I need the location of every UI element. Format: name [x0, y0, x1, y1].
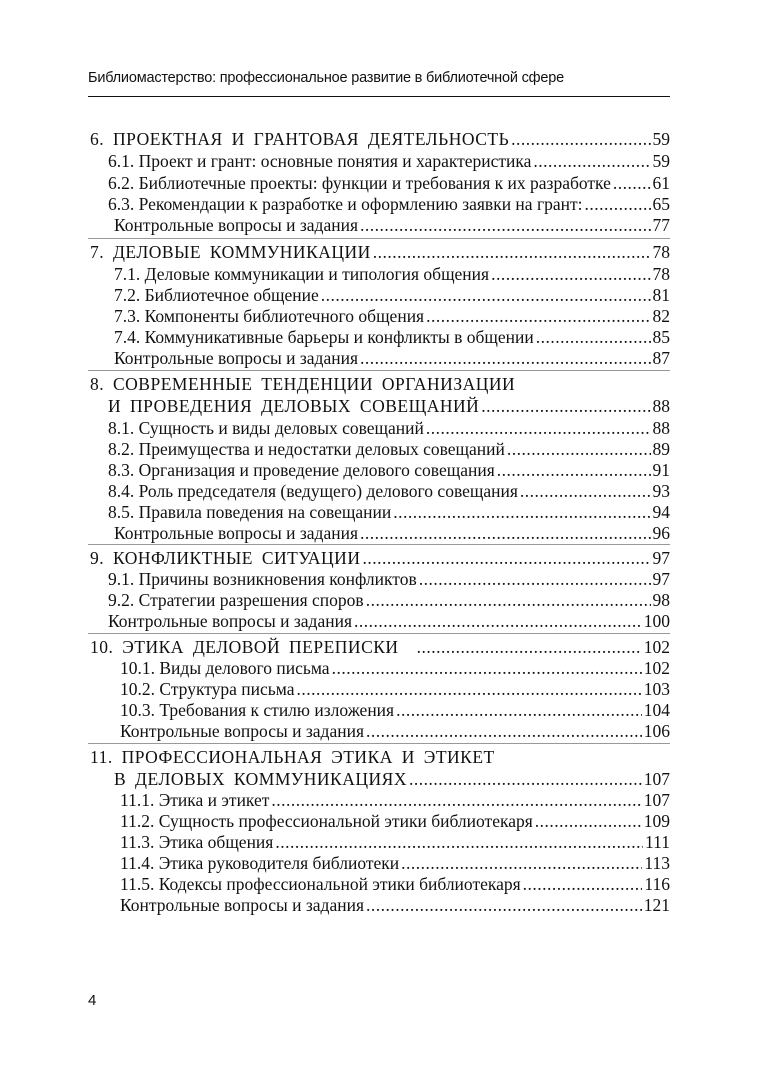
toc-chapter-9: 9. КОНФЛИКТНЫЕ СИТУАЦИИ ..... 97: [90, 547, 670, 569]
leader-dots: [366, 894, 642, 916]
toc-item: Контрольные вопросы и задания ..... 77: [114, 214, 670, 236]
toc-item: 7.2. Библиотечное общение ..... 81: [114, 284, 670, 306]
leader-dots: [401, 852, 642, 874]
leader-dots: [426, 305, 650, 327]
toc-item: 7.4. Коммуникативные барьеры и конфликты в общении ..... 85: [114, 326, 670, 348]
leader-dots: [511, 128, 650, 150]
toc-item: 8.4. Роль председателя (ведущего) делового совещания ..... 93: [108, 480, 670, 502]
leader-dots: [354, 610, 642, 632]
toc-chapter-6: 6. ПРОЕКТНАЯ И ГРАНТОВАЯ ДЕЯТЕЛЬНОСТЬ ..... 59: [90, 128, 670, 150]
running-header: Библиомастерство: профессиональное развитие в библиотечной сфере: [88, 70, 564, 86]
leader-dots: [321, 284, 651, 306]
section-divider: [88, 238, 670, 239]
leader-dots: [523, 873, 643, 895]
section-divider: [88, 370, 670, 371]
leader-dots: [520, 480, 651, 502]
toc-item: 6.1. Проект и грант: основные понятия и характеристика ..... 59: [108, 150, 670, 172]
toc-item: 11.3. Этика общения ..... 111: [120, 831, 670, 853]
toc-item: 11.5. Кодексы профессиональной этики библиотекаря ..... 116: [120, 873, 670, 895]
leader-dots: [507, 438, 651, 460]
toc-chapter-11: В ДЕЛОВЫХ КОММУНИКАЦИЯХ ..... 107: [114, 768, 670, 790]
leader-dots: [366, 589, 651, 611]
toc-item: 11.2. Сущность профессиональной этики библиотекаря ..... 109: [120, 810, 670, 832]
leader-dots: [332, 657, 642, 679]
toc-chapter-7: 7. ДЕЛОВЫЕ КОММУНИКАЦИИ ..... 78: [90, 241, 670, 263]
leader-dots: [296, 678, 641, 700]
leader-dots: [491, 263, 650, 285]
page-number: 4: [88, 992, 97, 1009]
leader-dots: [497, 459, 651, 481]
toc-item: 8.5. Правила поведения на совещании ..... 94: [108, 501, 670, 523]
leader-dots: [426, 417, 651, 439]
leader-dots: [360, 214, 651, 236]
leader-dots: [373, 241, 651, 263]
leader-dots: [275, 831, 643, 853]
leader-dots: [536, 326, 651, 348]
toc-item: Контрольные вопросы и задания ..... 87: [114, 347, 670, 369]
leader-dots: [535, 810, 642, 832]
toc-chapter-11-title: 11. ПРОФЕССИОНАЛЬНАЯ ЭТИКА И ЭТИКЕТ: [90, 747, 495, 767]
leader-dots: [393, 501, 650, 523]
toc-item: 6.2. Библиотечные проекты: функции и требования к их разработке ..... 61: [108, 172, 670, 194]
toc-chapter-8-title: 8. СОВРЕМЕННЫЕ ТЕНДЕНЦИИ ОРГАНИЗАЦИИ: [90, 374, 516, 394]
leader-dots: [360, 522, 651, 544]
toc-item: 11.4. Этика руководителя библиотеки ..... 113: [120, 852, 670, 874]
leader-dots: [533, 150, 650, 172]
toc-item: Контрольные вопросы и задания ..... 121: [120, 894, 670, 916]
leader-dots: [417, 636, 642, 658]
toc-item: 7.3. Компоненты библиотечного общения ..... 82: [114, 305, 670, 327]
leader-dots: [613, 172, 651, 194]
toc-item: 10.2. Структура письма ..... 103: [120, 678, 670, 700]
toc-item: 7.1. Деловые коммуникации и типология общения ..... 78: [114, 263, 670, 285]
leader-dots: [396, 699, 642, 721]
leader-dots: [419, 568, 651, 590]
toc-item: 11.1. Этика и этикет ..... 107: [120, 789, 670, 811]
leader-dots: [366, 720, 642, 742]
section-divider: [88, 633, 670, 634]
leader-dots: [409, 768, 642, 790]
toc-item: 9.1. Причины возникновения конфликтов ..... 97: [108, 568, 670, 590]
toc-chapter-8: И ПРОВЕДЕНИЯ ДЕЛОВЫХ СОВЕЩАНИЙ ..... 88: [108, 395, 670, 417]
toc-chapter-10: 10. ЭТИКА ДЕЛОВОЙ ПЕРЕПИСКИ ..... 102: [90, 636, 670, 658]
section-divider: [88, 743, 670, 744]
toc-item: 8.1. Сущность и виды деловых совещаний ..... 88: [108, 417, 670, 439]
toc-item: 9.2. Стратегии разрешения споров ..... 98: [108, 589, 670, 611]
toc-item: Контрольные вопросы и задания ..... 96: [114, 522, 670, 544]
toc-item: Контрольные вопросы и задания ..... 106: [120, 720, 670, 742]
toc-item: 6.3. Рекомендации к разработке и оформлению заявки на грант: ..... 65: [108, 193, 670, 215]
section-divider: [88, 544, 670, 545]
toc-item: 8.2. Преимущества и недостатки деловых совещаний ..... 89: [108, 438, 670, 460]
leader-dots: [271, 789, 641, 811]
leader-dots: [585, 193, 651, 215]
toc-item: 10.3. Требования к стилю изложения ..... 104: [120, 699, 670, 721]
leader-dots: [481, 395, 650, 417]
leader-dots: [362, 547, 650, 569]
leader-dots: [360, 347, 651, 369]
toc-item: 8.3. Организация и проведение делового совещания ..... 91: [108, 459, 670, 481]
toc-item: 10.1. Виды делового письма ..... 102: [120, 657, 670, 679]
toc-item: Контрольные вопросы и задания ..... 100: [108, 610, 670, 632]
